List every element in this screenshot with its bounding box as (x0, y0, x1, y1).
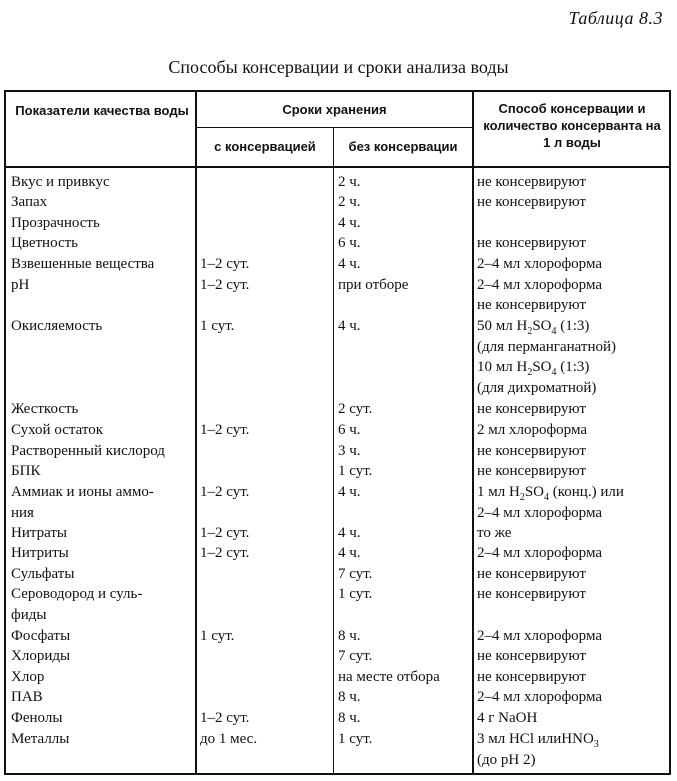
cell-method: не консервируют (477, 443, 586, 459)
table-right-border (669, 90, 671, 775)
cell-without: 2 ч. (338, 194, 361, 210)
cell-method: (для дихроматной) (477, 380, 597, 396)
formula-text: 1 мл H (477, 484, 520, 500)
table-number: Таблица 8.3 (568, 8, 663, 28)
cell-indicator: Сульфаты (11, 566, 75, 582)
cell-method: 4 г NaOH (477, 710, 538, 726)
formula-text: (1:3) (556, 318, 590, 334)
cell-indicator: ния (11, 505, 34, 521)
cell-method: (для перманганатной) (477, 339, 617, 355)
cell-without: на месте отбора (338, 669, 440, 685)
formula-text: SO (532, 359, 552, 375)
formula-text: 50 мл H (477, 318, 528, 334)
cell-without: 4 ч. (338, 318, 361, 334)
cell-without: 4 ч. (338, 525, 361, 541)
cell-indicator: Аммиак и ионы аммо- (11, 484, 154, 500)
cell-with: 1–2 сут. (200, 422, 250, 438)
cell-method: то же (477, 525, 512, 541)
cell-method: 2–4 мл хлороформа (477, 505, 603, 521)
cell-indicator: Прозрачность (11, 215, 100, 231)
cell-method: 2–4 мл хлороформа (477, 545, 603, 561)
cell-without: 2 сут. (338, 401, 373, 417)
cell-method: не консервируют (477, 463, 586, 479)
cell-indicator: Металлы (11, 731, 70, 747)
header-method: Способ консервации и количество консерванта на 1 л воды (483, 101, 661, 150)
header-storage-terms: Сроки хранения (282, 102, 387, 117)
cell-without: 4 ч. (338, 545, 361, 561)
cell-indicator: Растворенный кислород (11, 443, 165, 459)
cell-without: 6 ч. (338, 235, 361, 251)
formula-subscript: 4 (551, 326, 557, 337)
cell-without: 7 сут. (338, 648, 373, 664)
formula-subscript: 4 (551, 367, 557, 378)
header-bottom-border (4, 166, 671, 168)
cell-without: 6 ч. (338, 422, 361, 438)
cell-indicator: БПК (11, 463, 41, 479)
cell-method: не консервируют (477, 174, 586, 190)
cell-indicator: Взвешенные вещества (11, 256, 155, 272)
cell-indicator: Нитраты (11, 525, 68, 541)
cell-with: 1–2 сут. (200, 277, 250, 293)
column-divider-3 (472, 90, 474, 775)
header-with-preservation: с консервацией (214, 139, 316, 154)
cell-method: не консервируют (477, 648, 586, 664)
cell-without: 4 ч. (338, 215, 361, 231)
formula-text: 3 мл HCl илиHNO (477, 731, 594, 747)
table-top-border (4, 90, 671, 92)
cell-with: до 1 мес. (200, 731, 258, 747)
cell-method (477, 484, 624, 506)
formula-text: SO (532, 318, 552, 334)
table-bottom-border (4, 773, 671, 775)
formula-text: SO (524, 484, 544, 500)
cell-method: не консервируют (477, 401, 586, 417)
cell-method: не консервируют (477, 235, 586, 251)
cell-with: 1–2 сут. (200, 484, 250, 500)
cell-method (477, 318, 589, 340)
cell-without: 3 ч. (338, 443, 361, 459)
cell-with: 1–2 сут. (200, 256, 250, 272)
cell-method: 2–4 мл хлороформа (477, 628, 603, 644)
formula-text: 10 мл H (477, 359, 528, 375)
cell-method (477, 731, 599, 753)
cell-without: 1 сут. (338, 586, 373, 602)
formula-text: (1:3) (556, 359, 590, 375)
cell-indicator: фиды (11, 607, 47, 623)
cell-indicator: Запах (11, 194, 48, 210)
cell-with: 1 сут. (200, 628, 235, 644)
cell-indicator: pH (11, 277, 30, 293)
cell-indicator: Хлор (11, 669, 45, 685)
cell-without: 2 ч. (338, 174, 361, 190)
cell-without: 1 сут. (338, 463, 373, 479)
cell-without: 8 ч. (338, 628, 361, 644)
cell-method: 2–4 мл хлороформа (477, 256, 603, 272)
cell-without: 8 ч. (338, 710, 361, 726)
formula-subscript: 2 (519, 492, 525, 503)
cell-method: не консервируют (477, 566, 586, 582)
cell-without: 4 ч. (338, 484, 361, 500)
cell-without: 4 ч. (338, 256, 361, 272)
formula-subscript: 4 (544, 492, 549, 503)
cell-method: 2–4 мл хлороформа (477, 689, 603, 705)
formula-text: (конц.) или (549, 484, 624, 500)
header-mid-border (196, 127, 473, 128)
cell-method (477, 359, 589, 381)
cell-indicator: Окисляемость (11, 318, 103, 334)
cell-method: не консервируют (477, 586, 586, 602)
cell-method: (до pH 2) (477, 752, 536, 768)
cell-method: не консервируют (477, 297, 586, 313)
cell-method: не консервируют (477, 669, 586, 685)
cell-method: не консервируют (477, 194, 586, 210)
cell-indicator: Вкус и привкус (11, 174, 110, 190)
cell-without: 7 сут. (338, 566, 373, 582)
cell-method: 2 мл хлороформа (477, 422, 588, 438)
cell-with: 1 сут. (200, 318, 235, 334)
cell-method: 2–4 мл хлороформа (477, 277, 603, 293)
cell-indicator: Жесткость (11, 401, 79, 417)
table-left-border (4, 90, 6, 775)
cell-indicator: Фосфаты (11, 628, 71, 644)
column-divider-2 (333, 127, 334, 775)
header-indicator: Показатели качества воды (15, 103, 189, 118)
formula-subscript: 3 (593, 739, 599, 750)
column-divider-1 (195, 90, 197, 775)
cell-without: 8 ч. (338, 689, 361, 705)
cell-indicator: ПАВ (11, 689, 43, 705)
table-caption: Способы консервации и сроки анализа воды (168, 57, 509, 77)
cell-indicator: Сухой остаток (11, 422, 104, 438)
cell-indicator: Цветность (11, 235, 78, 251)
cell-without: 1 сут. (338, 731, 373, 747)
cell-indicator: Хлориды (11, 648, 71, 664)
cell-with: 1–2 сут. (200, 525, 250, 541)
cell-without: при отборе (338, 277, 409, 293)
formula-subscript: 2 (527, 326, 533, 337)
cell-indicator: Сероводород и суль- (11, 586, 143, 602)
cell-with: 1–2 сут. (200, 710, 250, 726)
header-without-preservation: без консервации (348, 139, 458, 154)
cell-indicator: Фенолы (11, 710, 63, 726)
formula-subscript: 2 (527, 367, 533, 378)
cell-indicator: Нитриты (11, 545, 69, 561)
cell-with: 1–2 сут. (200, 545, 250, 561)
